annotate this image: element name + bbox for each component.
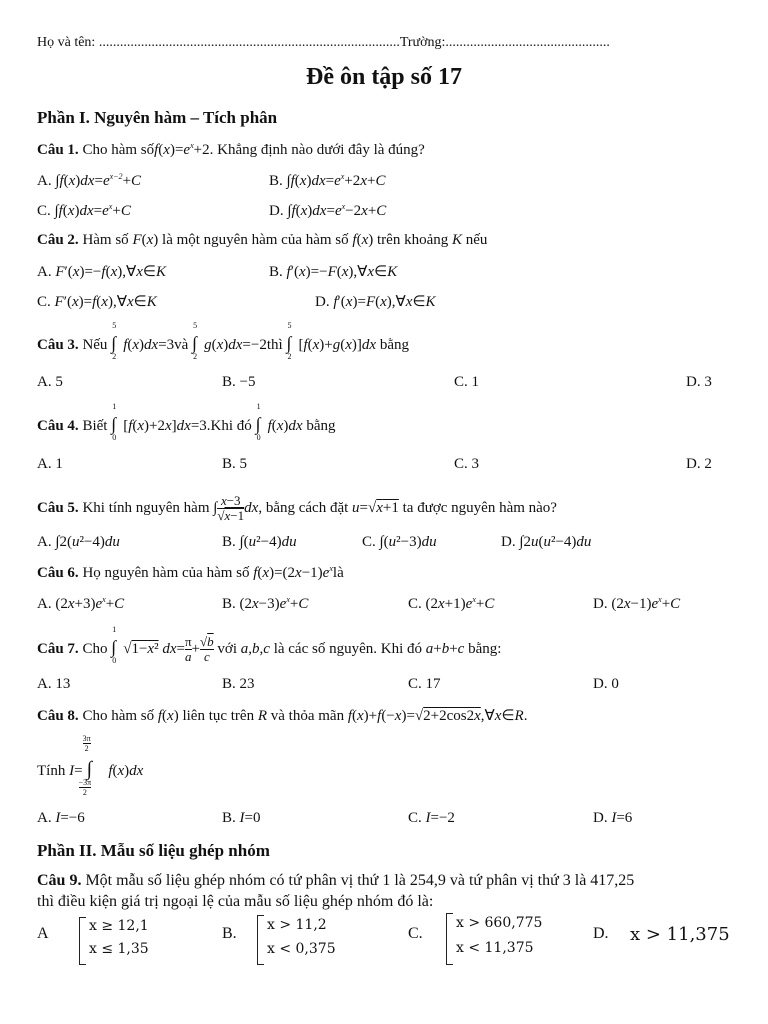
q4-option-d[interactable]: D. 2 — [686, 456, 712, 472]
q9-option-c-label[interactable]: C. — [408, 925, 423, 942]
question-7: Câu 7. Cho 1 ∫ 0 √1−x² dx= $\frac{\pi}{a}$ + $\frac{√b}{c}$ với a,b,c là các số nguyên. Khi đó a+b+c bằng: — [37, 624, 502, 665]
name-field-label: Họ và tên: ......................................................................................Trường:............................................... — [37, 35, 610, 50]
q8-option-d[interactable]: D. I=6 — [593, 810, 633, 826]
q1-option-a[interactable]: A. $\int f(x)dx=e^{x-2}+C$ — [37, 172, 142, 189]
question-9: Câu 9. Một mẫu số liệu ghép nhóm có tứ phân vị thứ 1 là 254,9 và tứ phân vị thứ 3 là 417,25 — [37, 872, 635, 889]
q9-option-d-value[interactable]: x > 11,375 — [630, 924, 730, 945]
q4-option-c[interactable]: C. 3 — [454, 456, 480, 472]
q3-option-d[interactable]: D. 3 — [686, 374, 712, 390]
q1-option-c[interactable]: C. $\int f(x)dx=e^x+C$ — [37, 202, 131, 219]
q3-option-a[interactable]: A. 5 — [37, 374, 63, 390]
question-2: Câu 2. Hàm số F(x) là một nguyên hàm của hàm số f(x) trên khoảng K nếu — [37, 232, 488, 248]
question-4: Câu 4. Biết 1 ∫ 0 [f(x)+2x]dx=3.Khi đó 1 ∫ 0 f(x)dx bằng — [37, 402, 336, 442]
question-9-line-2: thì điều kiện giá trị ngoại lệ của mẫu số liệu ghép nhóm đó là: — [37, 893, 434, 910]
q5-option-b[interactable]: B. ∫(u²−4)du — [222, 534, 297, 550]
q7-option-c[interactable]: C. 17 — [408, 676, 441, 692]
q7-option-b[interactable]: B. 23 — [222, 676, 255, 692]
q3-option-c[interactable]: C. 1 — [454, 374, 480, 390]
q7-option-d[interactable]: D. 0 — [593, 676, 619, 692]
q9-option-b-system[interactable]: x > 11,2 x < 0,375 — [257, 915, 347, 963]
page-title: Đề ôn tập số 17 — [305, 64, 462, 90]
question-6: Câu 6. Họ nguyên hàm của hàm số $f(x)=(2x-1)e^xlà$ — [37, 564, 344, 581]
q4-option-b[interactable]: B. 5 — [222, 456, 248, 472]
q9-option-c-system[interactable]: x > 660,775 x < 11,375 — [446, 913, 546, 963]
q9-option-d-label[interactable]: D. — [593, 925, 609, 942]
part-1-heading: Phần I. Nguyên hàm – Tích phân — [37, 108, 278, 127]
q2-option-b[interactable]: B. f′(x)=−F(x),∀x∈K — [269, 264, 398, 280]
question-8: Câu 8. Cho hàm số f(x) liên tục trên R và thỏa mãn f(x)+f(−x)=√2+2cos2x,∀x∈R. — [37, 708, 528, 724]
q8-option-b[interactable]: B. I=0 — [222, 810, 261, 826]
q6-option-a[interactable]: A. $(2x+3)e^x+C$ — [37, 595, 125, 612]
q5-option-d[interactable]: D. ∫2u(u²−4)du — [501, 534, 592, 550]
q1-option-d[interactable]: D. $\int f(x)dx=e^x-2x+C$ — [269, 202, 387, 219]
q6-option-c[interactable]: C. $(2x+1)e^x+C$ — [408, 595, 495, 612]
part-2-heading: Phần II. Mẫu số liệu ghép nhóm — [37, 841, 270, 860]
question-5: Câu 5. Khi tính nguyên hàm ∫ $\frac{x-3}{√x-1}$ dx, bằng cách đặt u=√x+1 ta được nguyên hàm nào? — [37, 493, 557, 523]
q8-option-c[interactable]: C. I=−2 — [408, 810, 455, 826]
question-3: Câu 3. Nếu 5 ∫ 2 f(x)dx=3và 5 ∫ 2 g(x)dx=−2thì 5 ∫ 2 [f(x)+g(x)]dx bằng — [37, 321, 410, 361]
question-1: Câu 1. Cho hàm $sốf(x)=e^x+2$. Khẳng định nào dưới đây là đúng? — [37, 141, 425, 158]
q8-option-a[interactable]: A. I=−6 — [37, 810, 85, 826]
q9-option-a-label[interactable]: A — [37, 925, 49, 942]
q5-option-c[interactable]: C. ∫(u²−3)du — [362, 534, 437, 550]
q4-option-a[interactable]: A. 1 — [37, 456, 63, 472]
q9-option-a-system[interactable]: x ≥ 12,1 x ≤ 1,35 — [79, 917, 159, 963]
q5-option-a[interactable]: A. ∫2(u²−4)du — [37, 534, 120, 550]
q8-integral: Tính I= 3π 2 ∫ −3π 2 f(x)dx — [37, 734, 144, 797]
q6-option-b[interactable]: B. $(2x-3)e^x+C$ — [222, 595, 309, 612]
q6-option-d[interactable]: D. $(2x-1)e^x+C$ — [593, 595, 681, 612]
q3-option-b[interactable]: B. −5 — [222, 374, 256, 390]
q2-option-a[interactable]: A. F′(x)=−f(x),∀x∈K — [37, 264, 167, 280]
q7-option-a[interactable]: A. 13 — [37, 676, 71, 692]
q9-option-b-label[interactable]: B. — [222, 925, 237, 942]
q1-option-b[interactable]: B. $\int f(x)dx=e^x+2x+C$ — [269, 172, 386, 189]
q2-option-c[interactable]: C. F′(x)=f(x),∀x∈K — [37, 294, 157, 310]
q2-option-d[interactable]: D. f′(x)=F(x),∀x∈K — [315, 294, 436, 310]
